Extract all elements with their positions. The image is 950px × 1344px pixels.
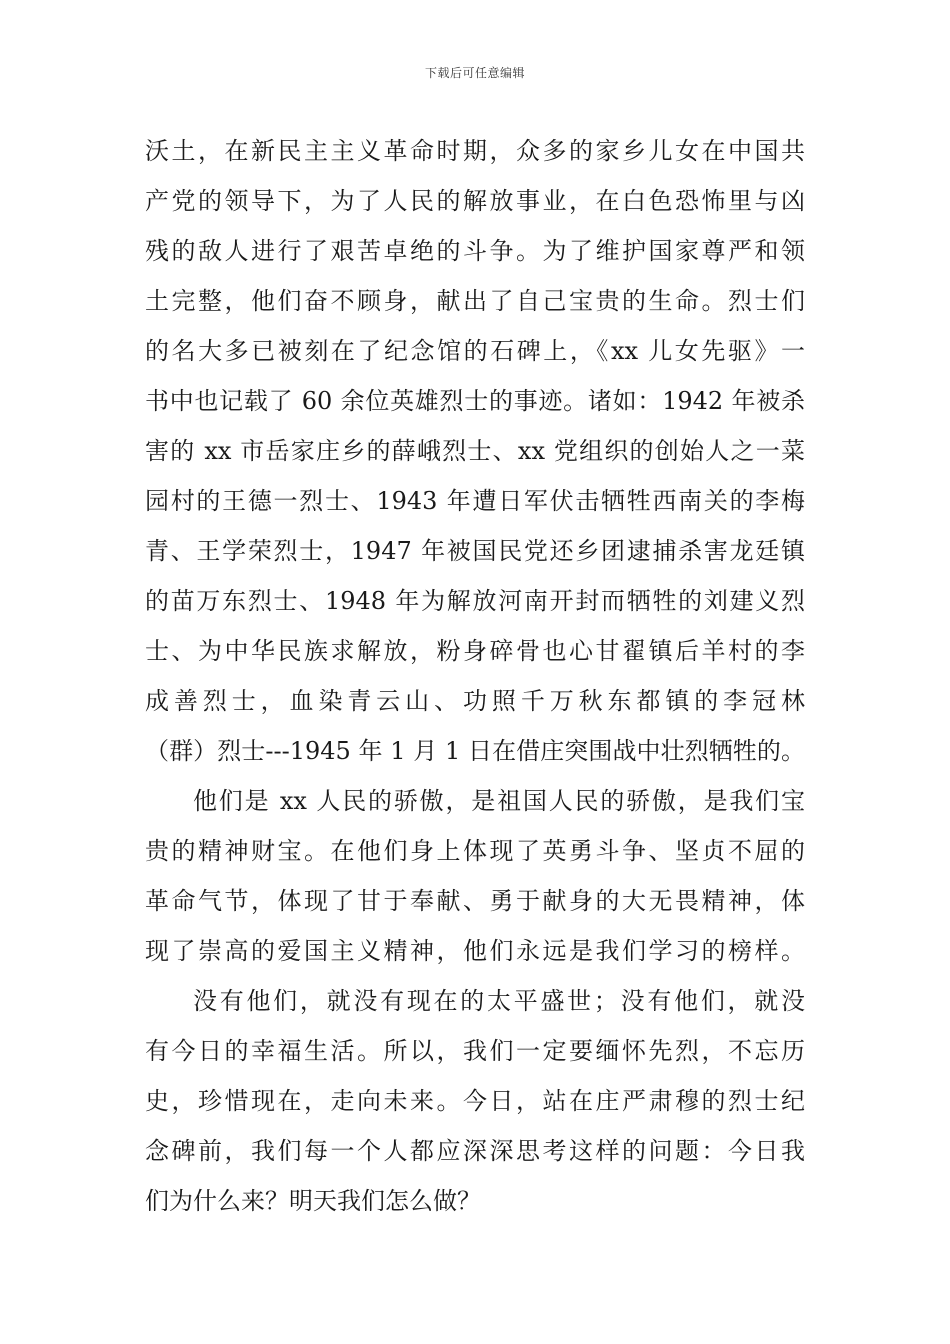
- text-line: 们为什么来？明天我们怎么做？: [145, 1187, 481, 1215]
- text-line: 他们是 xx 人民的骄傲，是祖国人民的骄傲，是我们宝: [193, 787, 805, 815]
- text-line: 史，珍惜现在，走向未来。今日，站在庄严肃穆的烈士纪: [145, 1087, 805, 1115]
- text-line: 士、为中华民族求解放，粉身碎骨也心甘翟镇后羊村的李: [145, 637, 805, 665]
- body-text: [145, 126, 805, 1226]
- text-line: 贵的精神财宝。在他们身上体现了英勇斗争、坚贞不屈的: [145, 837, 805, 865]
- text-line: 有今日的幸福生活。所以，我们一定要缅怀先烈，不忘历: [145, 1037, 805, 1065]
- text-line: 的苗万东烈士、1948 年为解放河南开封而牺牲的刘建义烈: [145, 587, 805, 615]
- text-line: 没有他们，就没有现在的太平盛世；没有他们，就没: [193, 987, 805, 1015]
- text-line: 革命气节，体现了甘于奉献、勇于献身的大无畏精神，体: [145, 887, 805, 915]
- text-line: 园村的王德一烈士、1943 年遭日军伏击牺牲西南关的李梅: [145, 487, 805, 515]
- text-line: 的名大多已被刻在了纪念馆的石碑上，《xx 儿女先驱》一: [145, 337, 805, 365]
- page-header: 下载后可任意编辑: [424, 66, 525, 80]
- text-line: 土完整，他们奋不顾身，献出了自己宝贵的生命。烈士们: [145, 287, 805, 315]
- text-line: 现了崇高的爱国主义精神，他们永远是我们学习的榜样。: [145, 937, 805, 965]
- text-line: 成善烈士，血染青云山、功照千万秋东都镇的李冠林: [145, 687, 805, 715]
- text-line: 青、王学荣烈士，1947 年被国民党还乡团逮捕杀害龙廷镇: [145, 537, 805, 565]
- text-line: 害的 xx 市岳家庄乡的薛峨烈士、xx 党组织的创始人之一菜: [145, 437, 805, 465]
- text-line: （群）烈士---1945 年 1 月 1 日在借庄突围战中壮烈牺牲的。: [145, 737, 805, 765]
- text-line: 念碑前，我们每一个人都应深深思考这样的问题：今日我: [145, 1137, 805, 1165]
- text-line: 沃土，在新民主主义革命时期，众多的家乡儿女在中国共: [145, 137, 805, 165]
- text-line: 产党的领导下，为了人民的解放事业，在白色恐怖里与凶: [145, 187, 805, 215]
- text-line: 残的敌人进行了艰苦卓绝的斗争。为了维护国家尊严和领: [145, 237, 805, 265]
- text-line: 书中也记载了 60 余位英雄烈士的事迹。诸如：1942 年被杀: [145, 387, 805, 415]
